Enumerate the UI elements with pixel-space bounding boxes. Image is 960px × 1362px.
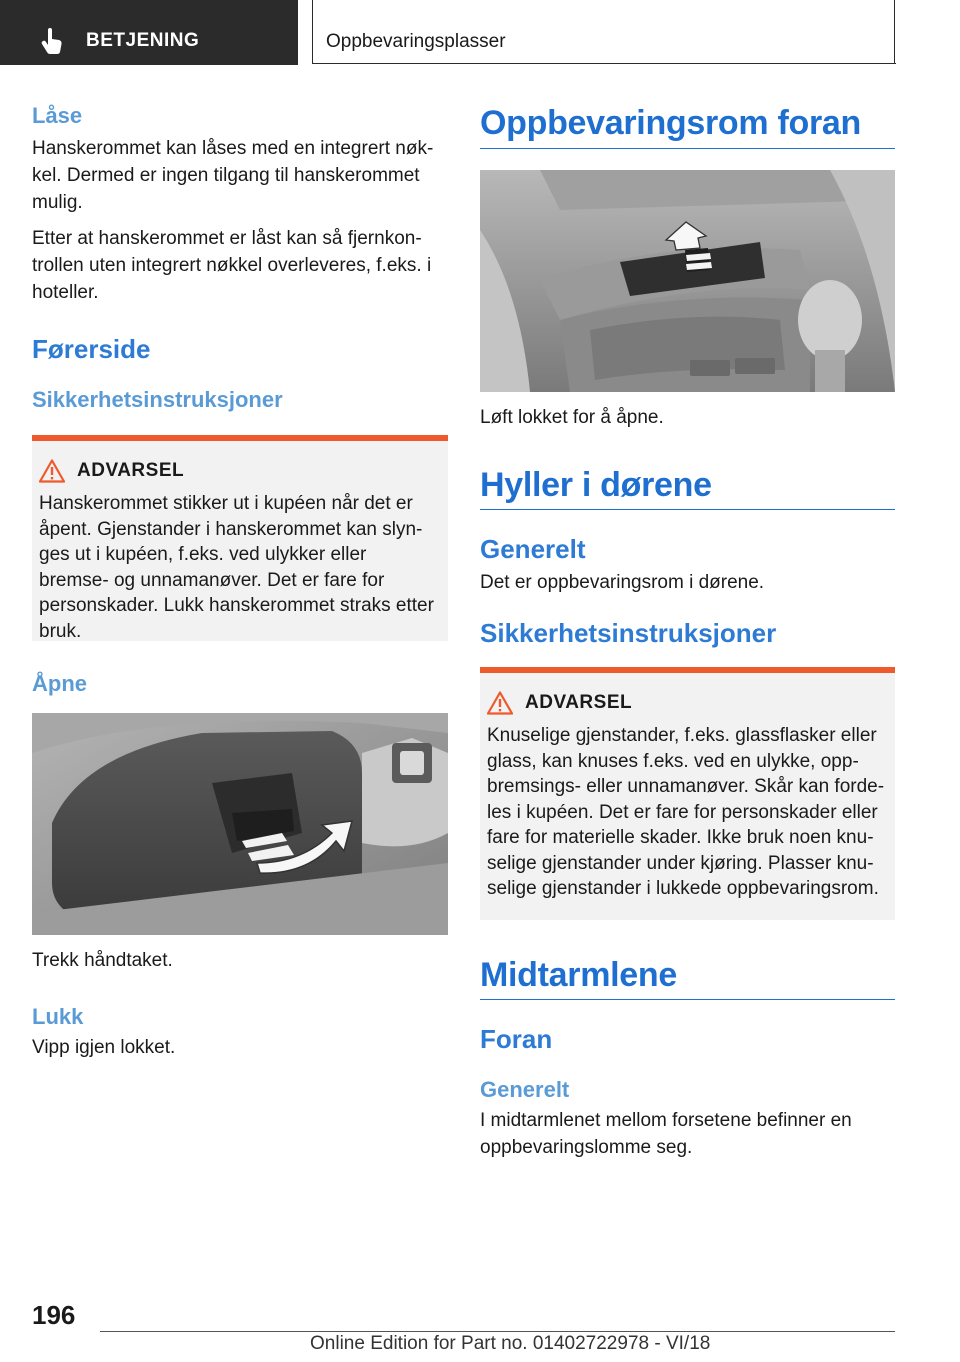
heading-lase: Låse: [32, 103, 83, 128]
glovebox-photo: [32, 713, 448, 935]
page-number: 196: [32, 1300, 76, 1330]
heading-sikkerhet-left: Sikkerhetsinstruksjoner: [32, 387, 283, 412]
left-column: [32, 100, 448, 1061]
warning-box-left: [32, 435, 448, 641]
warning-text: Hanskerommet stikker ut i kupéen når det er åpent. Gjenstander i hanskerommet kan slynges ut i kupéen, f.eks. ved ulykker eller bremse- og unnamanøver. Det er fare for personskader. Lukk hanskerommet straks etter bruk.: [39, 493, 434, 642]
chapter-tab: [0, 0, 298, 65]
paragraph-generelt-2: I midtarmlenet mellom forsetene befinner en oppbevaringslomme seg.: [480, 1110, 852, 1158]
header-divider-right: [894, 0, 895, 64]
hand-pointer-icon: [40, 28, 64, 54]
heading-rule: [480, 999, 895, 1000]
heading-generelt: Generelt: [480, 534, 586, 564]
warning-label: ADVARSEL: [77, 460, 185, 481]
heading-forerside: Førerside: [32, 334, 151, 364]
heading-foran: Foran: [480, 1024, 553, 1054]
heading-hyller: Hyller i dørene: [480, 466, 712, 504]
section-title: Oppbevaringsplasser: [326, 31, 506, 52]
warning-header: [39, 459, 440, 483]
paragraph-lukk: Vipp igjen lokket.: [32, 1037, 176, 1058]
header-underline: [312, 63, 896, 64]
heading-lukk: Lukk: [32, 1004, 84, 1029]
paragraph-lase-2: Etter at hanskerommet er låst kan så fjernkontrollen uten integrert nøkkel overleveres, f.eks. i hoteller.: [32, 228, 432, 303]
console-illustration: [480, 170, 895, 392]
warning-box-right: [480, 667, 895, 920]
paragraph-lase-1: Hanskerommet kan låses med en integrert nøkkel. Dermed er ingen tilgang til hanskerommet mulig.: [32, 138, 434, 213]
heading-generelt-2: Generelt: [480, 1077, 570, 1102]
heading-oppbevaringsrom: Oppbevaringsrom foran: [480, 104, 861, 142]
warning-text: Knuselige gjenstander, f.eks. glassflasker eller glass, kan knuses f.eks. ved en ulykke, oppbremsings- eller unnamanøver. Skår kan fordeles i kupéen. Det er fare for personskader eller fare for materielle skader. Ikke bruk noen knuselige gjenstander under kjøring. Plasser knuselige gjenstander i lukkede oppbevaringsrom.: [487, 725, 885, 899]
glovebox-illustration: [32, 713, 448, 935]
caption-oppbevaringsrom: Løft lokket for å åpne.: [480, 407, 664, 428]
chapter-label: BETJENING: [86, 30, 200, 51]
heading-rule: [480, 509, 895, 510]
caption-apne: Trekk håndtaket.: [32, 950, 173, 971]
heading-rule: [480, 148, 895, 149]
warning-triangle-icon: [487, 691, 513, 715]
warning-triangle-icon: [39, 459, 65, 483]
header-divider: [312, 0, 313, 64]
paragraph-generelt: Det er oppbevaringsrom i dørene.: [480, 572, 765, 593]
warning-label: ADVARSEL: [525, 692, 633, 713]
right-column: [480, 100, 895, 1161]
console-photo: [480, 170, 895, 392]
edition-info: Online Edition for Part no. 01402722978 - VI/18: [310, 1333, 711, 1354]
footer-rule: [100, 1331, 895, 1332]
heading-sikkerhet-right: Sikkerhetsinstruksjoner: [480, 618, 777, 648]
warning-header: [487, 691, 887, 715]
heading-apne: Åpne: [32, 671, 87, 696]
heading-midtarmlene: Midtarmlene: [480, 956, 677, 994]
